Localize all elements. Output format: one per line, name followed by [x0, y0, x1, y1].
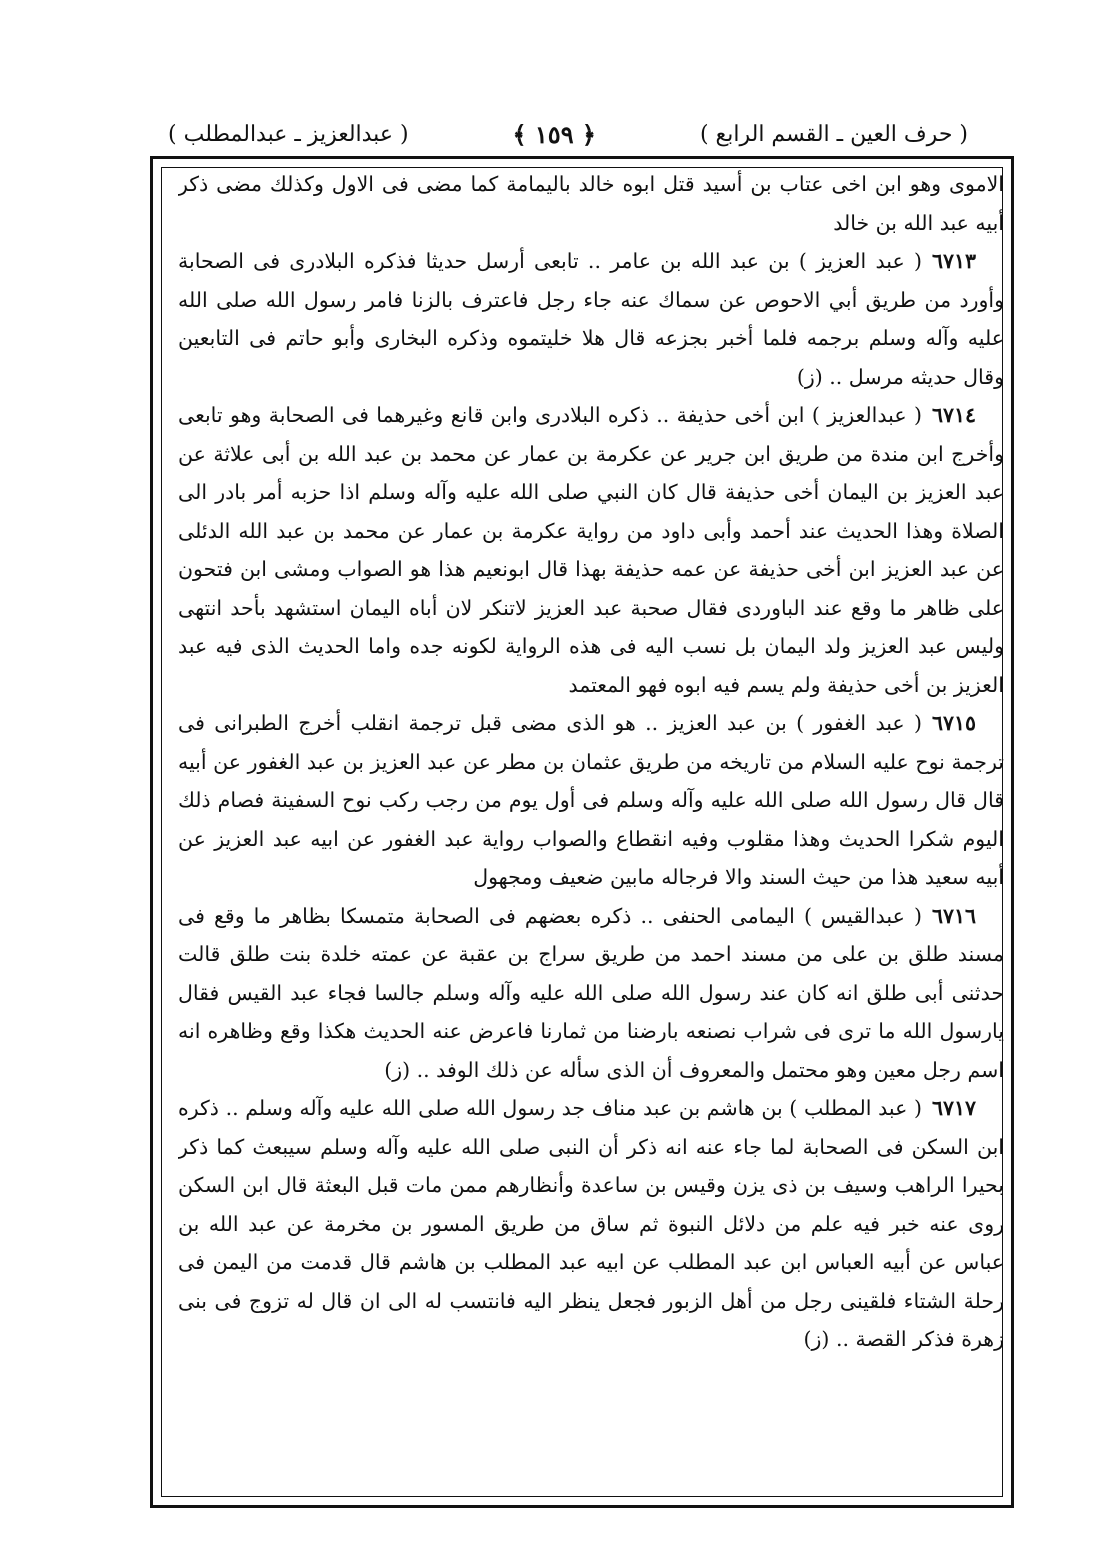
page-header: [168, 112, 968, 156]
header-section-title: ( حرف العين ـ القسم الرابع ): [699, 121, 968, 147]
entry-text: ( عبد الغفور ) بن عبد العزيز .. هو الذى مضى قبل ترجمة انقلب أخرج الطبرانى فى ترجمة نوح عليه السلام من تاريخه من طريق عثمان بن مطر عن عبد العزيز بن عبد الغفور عن أبيه قال قال رسول الله صلى الله عليه وآله وسلم فى أول يوم من رجب ركب نوح السفينة فصام ذلك اليوم شكرا الحديث وهذا مقلوب وفيه انقطاع والصواب رواية عبد الغفور عن ابيه عبد العزيز عن أبيه سعيد هذا من حيث السند والا فرجاله مابين ضعيف ومجهول: [178, 711, 1004, 889]
entry-6714: [178, 396, 1004, 704]
entry-text: ( عبدالعزيز ) ابن أخى حذيفة .. ذكره البلادرى وابن قانع وغيرهما فى الصحابة وهو تابعى وأخرج ابن مندة من طريق ابن جرير عن عكرمة بن عمار عن محمد بن عبد الله بن أبى علاثة عن عبد العزيز بن اليمان أخى حذيفة قال كان النبي صلى الله عليه وآله وسلم اذا حزبه أمر بادر الى الصلاة وهذا الحديث عند أحمد وأبى داود من رواية عكرمة بن عمار عن محمد بن عبد الله الدئلى عن عبد العزيز ابن أخى حذيفة عن عمه حذيفة بهذا قال ابونعيم هذا هو الصواب ومشى ابن فتحون على ظاهر ما وقع عند الباوردى فقال صحبة عبد العزيز لاتنكر لان أباه اليمان استشهد بأحد انتهى وليس عبد العزيز ولد اليمان بل نسب اليه فى هذه الرواية لكونه جده واما الحديث الذى فيه عبد العزيز بن أخى حذيفة ولم يسم فيه ابوه فهو المعتمد: [178, 403, 1004, 697]
entry-6715: [178, 704, 1004, 897]
entry-text: ( عبدالقيس ) اليمامى الحنفى .. ذكره بعضهم فى الصحابة متمسكا بظاهر ما وقع فى مسند طلق بن على من مسند احمد من طريق سراج بن عقبة عن عمته خلدة بنت طلق قالت حدثنى أبى طلق انه كان عند رسول الله صلى الله عليه وآله وسلم جالسا فجاء عبد القيس فقال يارسول الله ما ترى فى شراب نصنعه بارضنا من ثمارنا فاعرض عنه الحديث هكذا وقع وظاهره انه اسم رجل معين وهو محتمل والمعروف أن الذى سأله عن ذلك الوفد .. (ز): [178, 903, 1004, 1082]
page-number: ﴿ ١٥٩ ﴾: [512, 119, 596, 149]
entry-number: ٦٧١٦: [931, 903, 976, 928]
header-entry-range: ( عبدالعزيز ـ عبدالمطلب ): [168, 121, 409, 147]
paragraph-continuation: [178, 165, 1004, 242]
paragraph-text: الاموى وهو ابن اخى عتاب بن أسيد قتل ابوه خالد باليمامة كما مضى فى الاول وكذلك مضى ذكر أبيه عبد الله بن خالد: [178, 172, 1004, 235]
entry-text: ( عبد المطلب ) بن هاشم بن عبد مناف جد رسول الله صلى الله عليه وآله وسلم .. ذكره ابن السكن فى الصحابة لما جاء عنه انه ذكر أن النبى صلى الله عليه وآله وسلم سيبعث كما ذكر بحيرا الراهب وسيف بن ذى يزن وقيس بن ساعدة وأنظارهم ممن مات قبل البعثة قال ابن السكن روى عنه خبر فيه علم من دلائل النبوة ثم ساق من طريق المسور بن مخرمة عن عبد الله بن عباس عن أبيه العباس ابن عبد المطلب عن ابيه عبد المطلب بن هاشم قال قدمت من اليمن فى رحلة الشتاء فلقينى رجل من أهل الزبور فجعل ينظر اليه فانتسب له الى ان قال له تزوج فى بنى زهرة فذكر القصة .. (ز): [178, 1096, 1004, 1351]
entry-number: ٦٧١٧: [931, 1096, 976, 1120]
entry-6716: [178, 897, 1004, 1090]
entry-number: ٦٧١٥: [931, 711, 976, 735]
entry-6713: [178, 242, 1004, 396]
entry-6717: [178, 1089, 1004, 1359]
entry-number: ٦٧١٤: [931, 403, 976, 427]
entry-text: ( عبد العزيز ) بن عبد الله بن عامر .. تابعى أرسل حديثا فذكره البلادرى فى الصحابة وأورد من طريق أبي الاحوص عن سماك عنه جاء رجل فاعترف بالزنا فامر رسول الله صلى الله عليه وآله وسلم برجمه فلما أخبر بجزعه قال هلا خليتموه وذكره البخارى وأبو حاتم فى التابعين وقال حديثه مرسل .. (ز): [178, 249, 1004, 389]
entry-number: ٦٧١٣: [931, 249, 976, 273]
page-text-body: [178, 165, 1004, 1495]
